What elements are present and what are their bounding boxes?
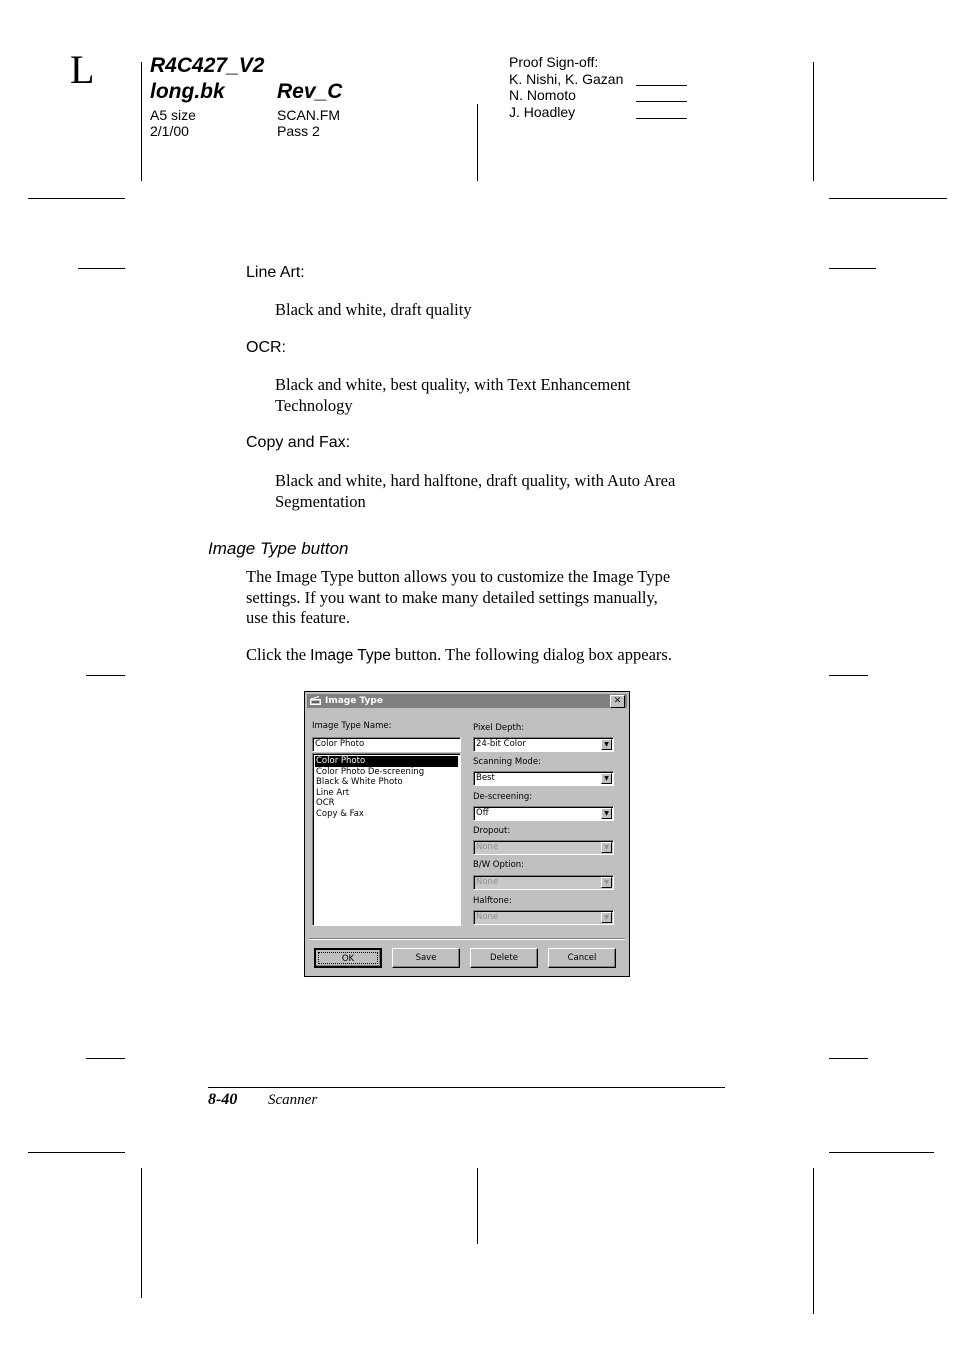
footer-rule [208,1087,725,1088]
desc-line: Technology [275,395,353,415]
footer-rule-right [813,1168,814,1314]
scanning-mode-label: Scanning Mode: [473,757,541,767]
item-label-line-art: Line Art: [246,264,305,281]
doc-date: 2/1/00 [150,123,189,139]
bw-option-value: None [476,877,499,887]
image-type-dialog [304,691,630,977]
scanning-mode-value: Best [476,773,495,783]
book-name: long.bk [150,80,225,103]
image-type-name-input[interactable]: Color Photo [312,737,461,752]
list-item[interactable]: OCR [316,798,335,808]
pass-number: Pass 2 [277,123,320,139]
header-rule-left [141,62,142,181]
scanning-mode-select[interactable] [473,771,614,786]
ui-term-image-type: Image Type [310,647,391,664]
halftone-select [473,910,614,925]
ok-button-label: OK [318,952,378,964]
dialog-title: Image Type [325,696,383,706]
image-type-name-label: Image Type Name: [312,721,392,731]
desc-line: Black and white, hard halftone, draft quality, with Auto Area [275,471,676,490]
item-label-copy-fax: Copy and Fax: [246,434,351,451]
button-separator [309,938,625,940]
signature-line-3 [636,118,687,119]
crop-mark [829,1058,868,1059]
crop-mark [829,268,876,269]
pixel-depth-value: 24-bit Color [476,739,526,749]
page-size: A5 size [150,107,196,123]
signer-2: N. Nomoto [509,87,576,103]
crop-mark [78,268,125,269]
crop-mark [86,1058,125,1059]
list-item[interactable]: Black & White Photo [316,777,403,787]
desc-line: Segmentation [275,491,366,511]
para-line: The Image Type button allows you to customize the Image Type [246,567,671,586]
list-item[interactable]: Color Photo De-screening [316,767,425,777]
descreening-value: Off [476,808,489,818]
descreening-label: De-screening: [473,792,533,802]
chevron-down-icon[interactable]: ▼ [601,808,612,819]
bw-option-label: B/W Option: [473,860,525,870]
desc-line: Black and white, best quality, with Text Enhancement [275,375,631,394]
footer-rule-middle [477,1168,478,1244]
section-paragraph [246,567,670,629]
click-text-post: button. The following dialog box appears. [390,645,672,664]
signer-1: K. Nishi, K. Gazan [509,71,624,87]
halftone-label: Halftone: [473,896,512,906]
item-desc-line-art [275,300,472,321]
desc-line: Black and white, draft quality [275,300,472,319]
dropout-select [473,840,614,855]
ok-button[interactable] [314,948,382,968]
pixel-depth-select[interactable] [473,737,614,752]
descreening-select[interactable] [473,806,614,821]
doc-code: R4C427_V2 [150,54,265,77]
chevron-down-icon[interactable]: ▼ [601,773,612,784]
crop-mark [28,1152,125,1153]
item-desc-copy-fax [275,471,675,512]
list-item[interactable]: Copy & Fax [316,809,364,819]
list-item[interactable]: Line Art [316,788,350,798]
crop-mark [829,675,868,676]
click-text-pre: Click the [246,645,311,664]
footer-rule-left [141,1168,142,1298]
para-line: settings. If you want to make many detailed settings manually, [246,587,658,607]
dropout-label: Dropout: [473,826,511,836]
corner-mark: L [70,47,95,92]
image-type-list[interactable] [312,753,461,926]
signature-line-2 [636,101,687,102]
crop-mark [829,198,947,199]
scanner-icon [310,696,321,706]
item-label-ocr: OCR: [246,339,286,356]
list-item[interactable]: Color Photo [315,756,458,767]
revision: Rev_C [277,80,343,103]
header-rule-right [813,62,814,181]
delete-button[interactable]: Delete [470,948,538,968]
crop-mark [28,198,125,199]
click-instruction [246,645,672,667]
save-button[interactable]: Save [392,948,460,968]
chevron-down-icon: ▼ [601,842,612,853]
page-number: 8-40 [208,1091,238,1108]
bw-option-select [473,875,614,890]
chevron-down-icon: ▼ [601,912,612,923]
crop-mark [86,675,125,676]
dialog-title-bar[interactable] [307,694,627,708]
file-name: SCAN.FM [277,107,340,123]
signer-3: J. Hoadley [509,104,576,120]
chevron-down-icon: ▼ [601,877,612,888]
crop-mark [829,1152,934,1153]
halftone-value: None [476,912,499,922]
chapter-name: Scanner [268,1092,318,1108]
header-rule-middle [477,104,478,181]
cancel-button[interactable]: Cancel [548,948,616,968]
dropout-value: None [476,842,499,852]
pixel-depth-label: Pixel Depth: [473,723,525,733]
para-line: use this feature. [246,608,351,627]
item-desc-ocr [275,375,630,416]
close-icon[interactable]: ✕ [610,695,625,708]
section-title: Image Type button [208,539,349,558]
proof-title: Proof Sign-off: [509,54,599,70]
signature-line-1 [636,85,687,86]
chevron-down-icon[interactable]: ▼ [601,739,612,750]
